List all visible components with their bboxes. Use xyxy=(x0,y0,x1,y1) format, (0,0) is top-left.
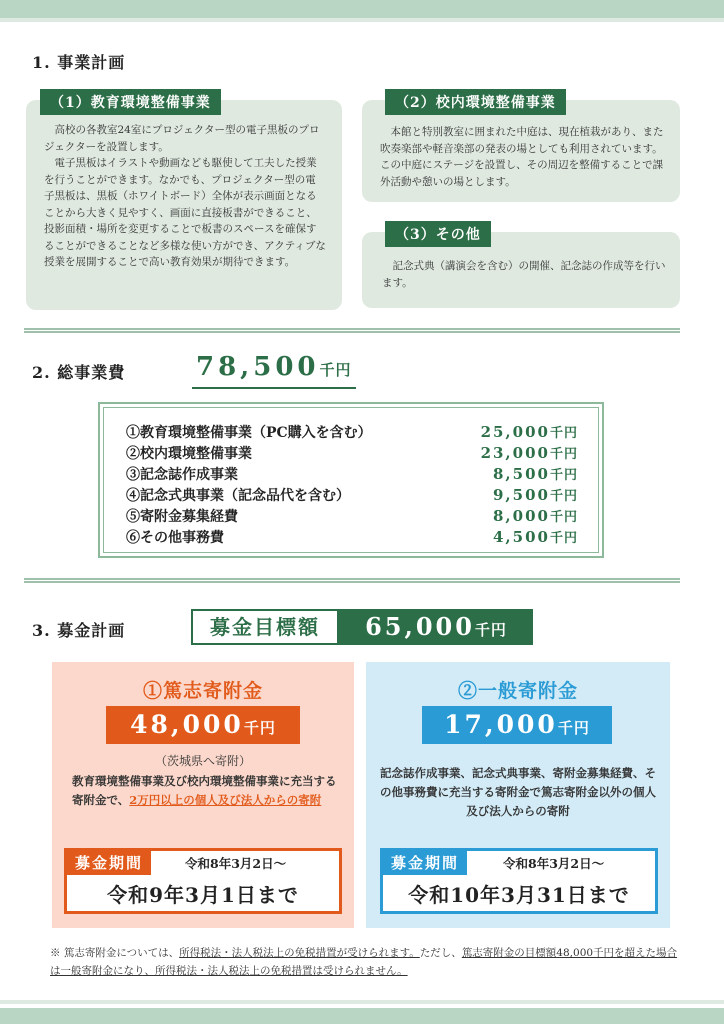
footnote xyxy=(50,944,680,980)
footnote-underlined-1: 所得税法・法人税法上の免税措置が受けられます。 xyxy=(179,947,420,959)
tag-other: （3）その他 xyxy=(385,221,491,247)
total-cost-unit: 千円 xyxy=(319,361,352,379)
panel-education-para1: 高校の各教室24室にプロジェクター型の電子黒板のプロジェクターを設置します。 xyxy=(44,124,320,153)
fund-description: 記念誌作成事業、記念式典事業、寄附金募集経費、その他事務費に充当する寄附金で篤志寄附金以外の個人及び法人からの寄附 xyxy=(380,766,656,818)
cost-row-unit: 千円 xyxy=(549,426,578,441)
cost-row-unit: 千円 xyxy=(549,447,578,462)
cost-row-number: 25,000 xyxy=(480,423,550,441)
tag-education: （1）教育環境整備事業 xyxy=(40,89,221,115)
cost-row-label: ③記念誌作成事業 xyxy=(126,467,238,483)
cost-row-label: ⑥その他事務費 xyxy=(126,530,224,546)
panel-campus xyxy=(362,100,680,202)
section2-title: 2. 総事業費 xyxy=(32,363,126,382)
panel-other-para1: 記念式典（講演会を含む）の開催、記念誌の作成等を行います。 xyxy=(382,260,666,289)
total-cost-value: 78,500 xyxy=(196,352,320,382)
panel-education-text xyxy=(44,122,326,271)
cost-row-value xyxy=(481,443,578,462)
section3-title: 3. 募金計画 xyxy=(32,621,126,640)
goal-amount xyxy=(339,609,533,645)
cost-row-value xyxy=(493,506,578,525)
bottom-decor-band xyxy=(0,1008,724,1024)
period-end: 令和9年3月1日まで xyxy=(107,883,299,907)
cost-row-number: 4,500 xyxy=(493,528,550,546)
fund-description-highlight: 2万円以上の個人及び法人からの寄附 xyxy=(129,793,322,807)
cost-row-label: ④記念式典事業（記念品代を含む） xyxy=(126,488,350,504)
fund-description-text: 教育環境整備事業及び校内環境整備事業に充当する寄附金で、 xyxy=(72,774,337,807)
cost-row-label: ⑤寄附金募集経費 xyxy=(126,509,238,525)
period-label: 募金期間 xyxy=(383,851,467,875)
section1-title: 1. 事業計画 xyxy=(32,53,126,72)
cost-row-label: ①教育環境整備事業（PC購入を含む） xyxy=(126,425,372,441)
goal-amount-value: 65,000 xyxy=(365,612,475,641)
period-box xyxy=(64,848,342,914)
period-start: 令和8年3月2日～ xyxy=(185,856,287,871)
panel-campus-para1: 本館と特別教室に囲まれた中庭は、現在植栽があり、また吹奏楽部や軽音楽部の発表の場としても利用されています。この中庭にステージを設置し、その周辺を整備することで課外活動や憩いの場とします。 xyxy=(380,126,664,188)
fund-amount-unit: 千円 xyxy=(243,719,276,737)
goal-label: 募金目標額 xyxy=(191,609,339,645)
fund-panel-general xyxy=(366,662,670,928)
fund-amount xyxy=(422,706,612,744)
cost-row xyxy=(126,527,578,545)
cost-row-unit: 千円 xyxy=(549,510,578,525)
fund-amount xyxy=(106,706,300,744)
tag-campus: （2）校内環境整備事業 xyxy=(385,89,566,115)
divider-1 xyxy=(24,328,680,333)
fund-amount-unit: 千円 xyxy=(557,719,590,737)
cost-row-number: 9,500 xyxy=(493,486,550,504)
cost-row xyxy=(126,464,578,482)
cost-row-label: ②校内環境整備事業 xyxy=(126,446,252,462)
footnote-prefix: ※ 篤志寄附金については、 xyxy=(50,947,180,959)
panel-education xyxy=(26,100,342,310)
divider-2 xyxy=(24,578,680,583)
cost-row xyxy=(126,506,578,524)
cost-row xyxy=(126,422,578,440)
cost-row-unit: 千円 xyxy=(549,468,578,483)
cost-breakdown-box xyxy=(98,402,604,558)
period-label: 募金期間 xyxy=(67,851,151,875)
fund-title: ②一般寄附金 xyxy=(457,680,578,702)
period-start: 令和8年3月2日～ xyxy=(503,856,605,871)
period-end: 令和10年3月31日まで xyxy=(408,883,630,907)
fund-panel-tokushi xyxy=(52,662,354,928)
cost-row xyxy=(126,485,578,503)
footnote-underlined-2: 篤志寄附金の目標額48,000千円を超えた場合は一般寄附金になり、所得税法・法人税法上の免税措置は受けられません。 xyxy=(50,947,678,977)
period-box xyxy=(380,848,658,914)
fund-amount-value: 17,000 xyxy=(444,710,558,739)
panel-other-text xyxy=(382,258,666,291)
fund-title: ①篤志寄附金 xyxy=(142,680,263,702)
cost-row-number: 8,000 xyxy=(493,507,550,525)
footnote-middle: ただし、 xyxy=(419,947,462,959)
fund-amount-value: 48,000 xyxy=(130,710,244,739)
cost-row-unit: 千円 xyxy=(549,531,578,546)
top-decor-band xyxy=(0,0,724,18)
panel-education-para2: 電子黒板はイラストや動画なども駆使して工夫した授業を行うことができます。なかでも、プロジェクター型の電子黒板は、黒板（ホワイトボード）全体が表示画面となることから大きく見やすく、画面に直接板書ができること、投影面積・場所を変更することで板書のスペースを確保することができることなど多様な使い方ができ、アクティブな授業を展開することで高い教育効果が期待できます。 xyxy=(44,157,326,268)
goal-amount-unit: 千円 xyxy=(474,621,507,639)
cost-row-value xyxy=(493,464,578,483)
fund-description xyxy=(72,772,340,810)
total-cost xyxy=(192,352,356,389)
cost-row-unit: 千円 xyxy=(549,489,578,504)
cost-row-value xyxy=(493,527,578,546)
cost-row-number: 23,000 xyxy=(480,444,550,462)
cost-row-value xyxy=(481,422,578,441)
cost-row-value xyxy=(493,485,578,504)
cost-row xyxy=(126,443,578,461)
fund-subtitle: （茨城県へ寄附） xyxy=(154,754,251,768)
panel-campus-text xyxy=(380,124,666,190)
cost-row-number: 8,500 xyxy=(493,465,550,483)
